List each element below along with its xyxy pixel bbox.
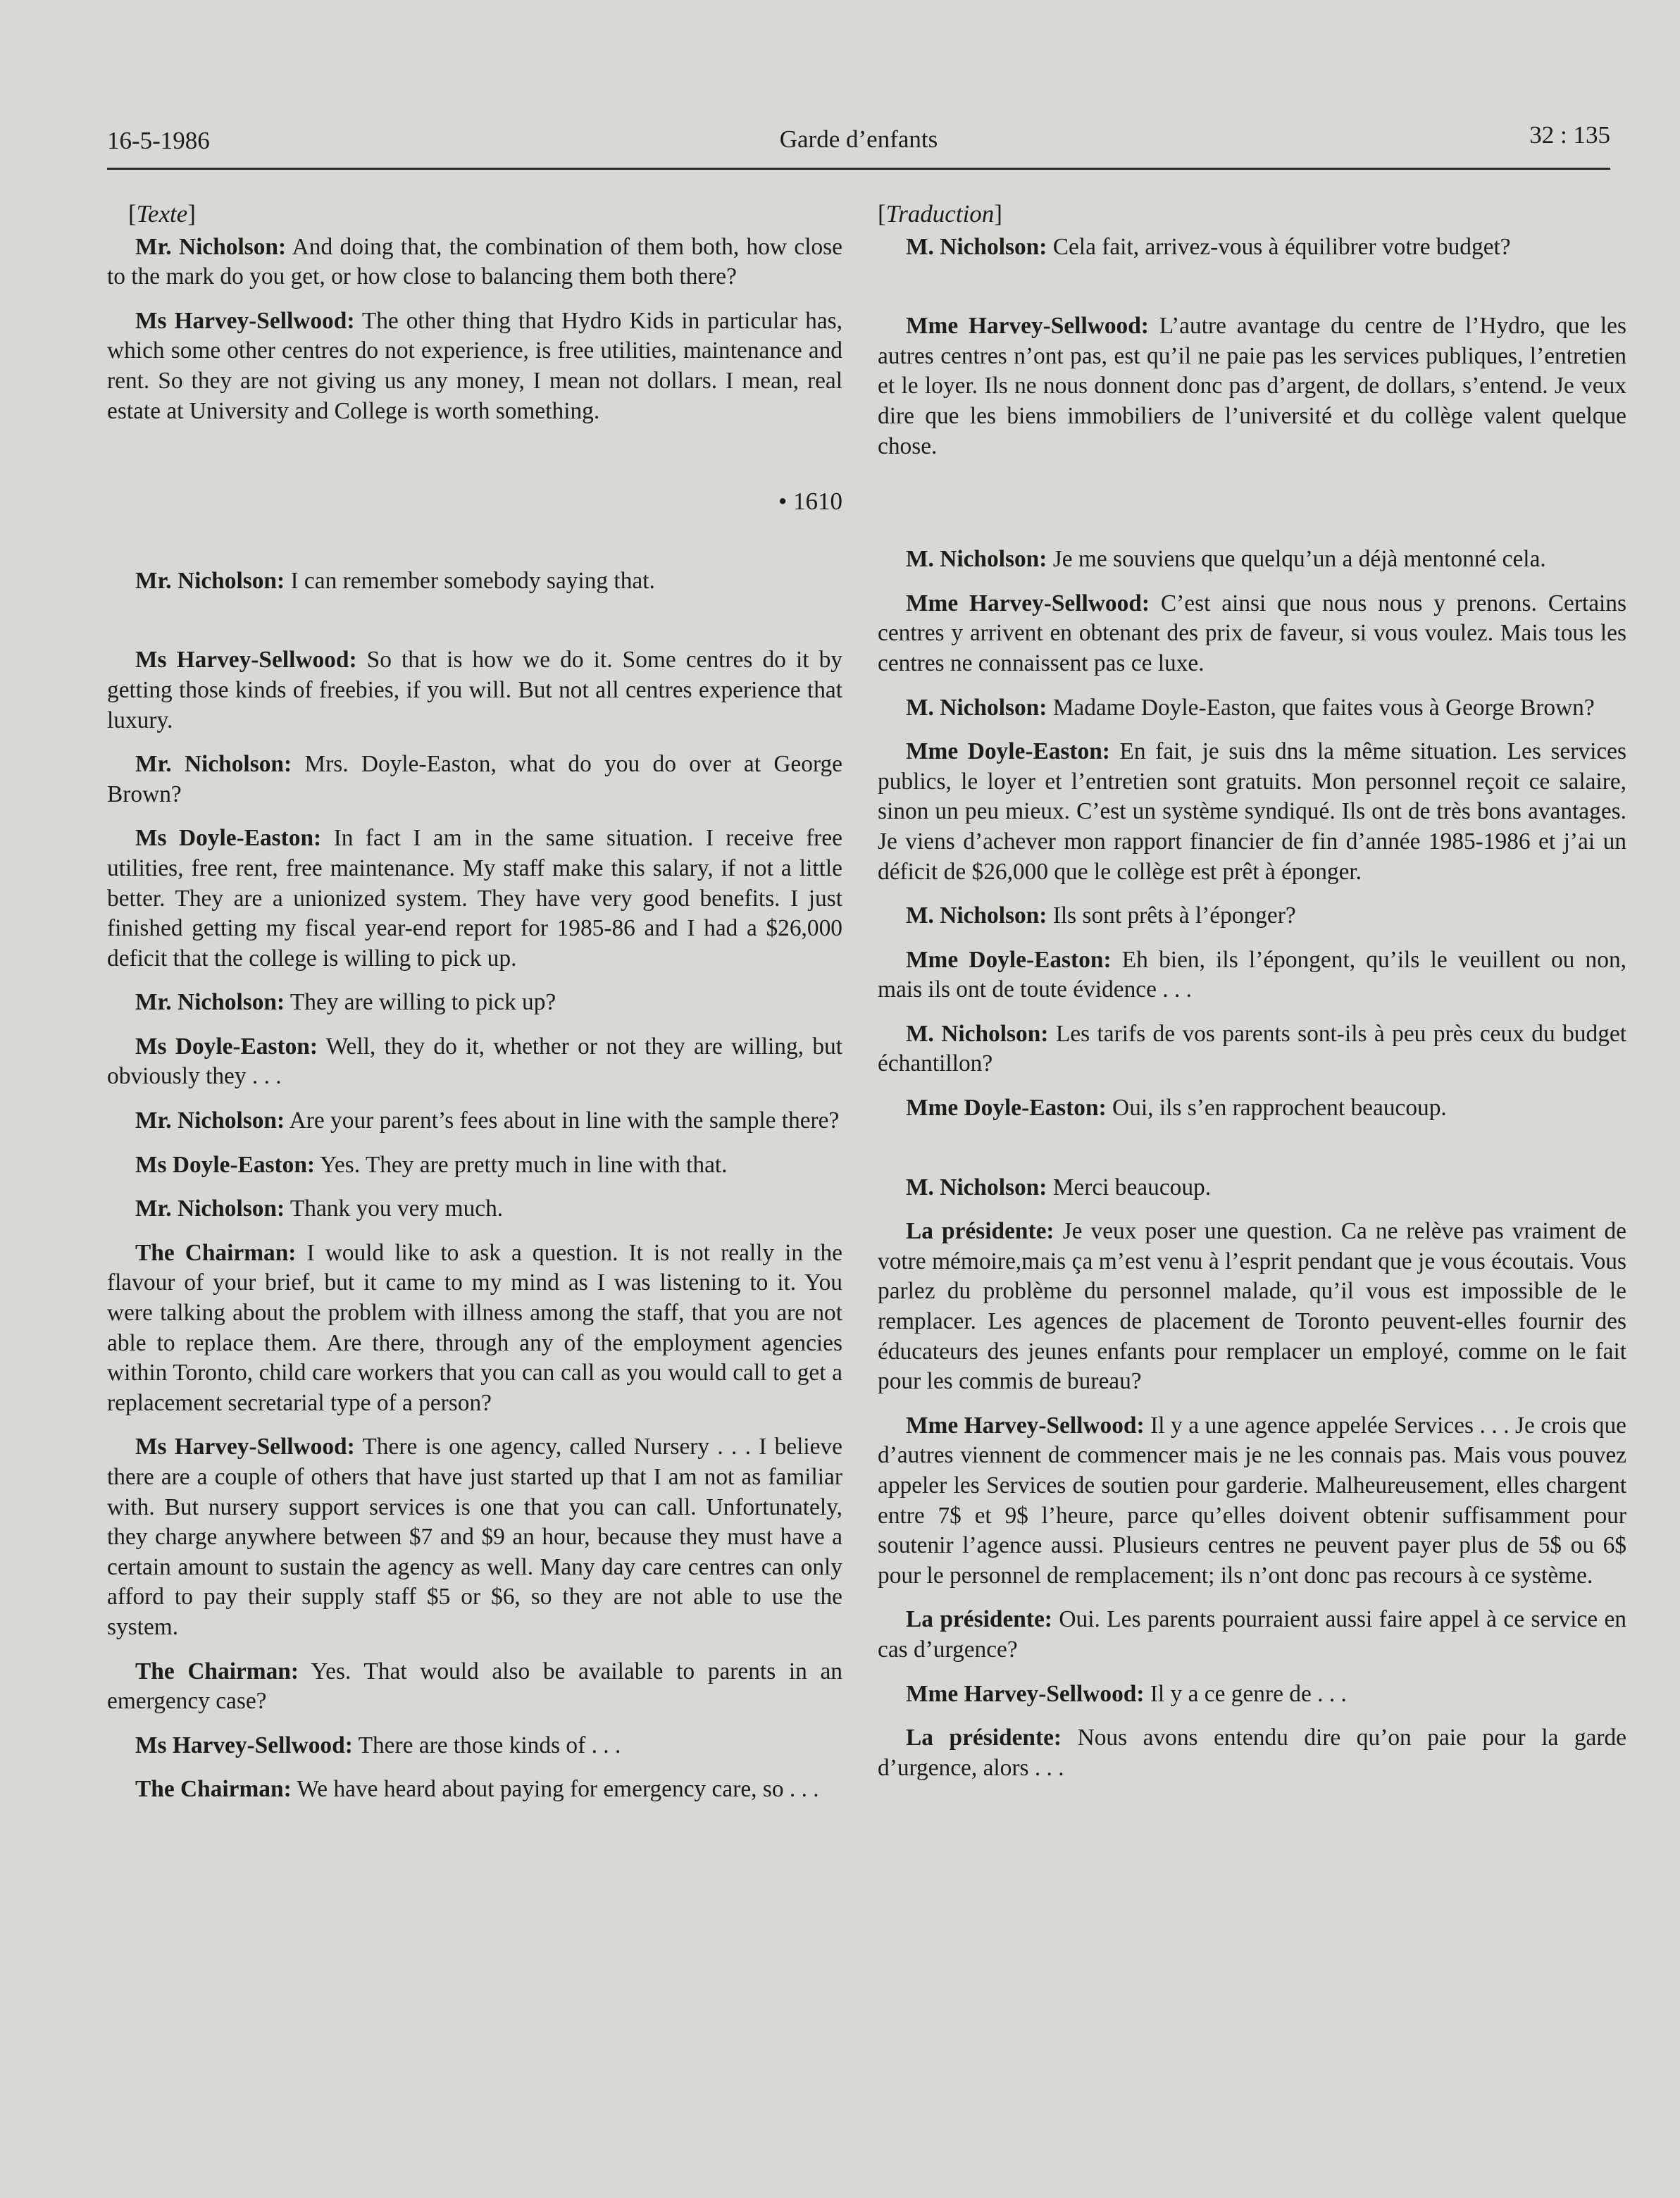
transcript-paragraph bbox=[107, 1657, 842, 1717]
transcript-paragraph bbox=[107, 645, 842, 735]
speaker-name: M. Nicholson: bbox=[906, 233, 1047, 260]
transcript-paragraph bbox=[107, 1731, 842, 1761]
speech-text: Mrs. Doyle-Easton, what do you do over at George Brown? bbox=[107, 751, 842, 807]
transcript-paragraph bbox=[107, 1106, 842, 1136]
speech-text: There are those kinds of . . . bbox=[352, 1732, 621, 1758]
speech-text: Ils sont prêts à l’éponger? bbox=[1047, 902, 1296, 929]
speech-text: In fact I am in the same situation. I receive free utilities, free rent, free maintenance. My staff make this salary, if not a little better. They are a unionized system. They have very good benefits. I just finished getting my fiscal year-end report for 1985-86 and I had a $26,000 deficit that the college is willing to pick up. bbox=[107, 825, 842, 971]
speaker-name: The Chairman: bbox=[135, 1776, 292, 1803]
transcript-paragraph bbox=[107, 988, 842, 1018]
speaker-name: Mr. Nicholson: bbox=[135, 567, 285, 594]
speech-text: En fait, je suis dns la même situation. Les services publics, le loyer et l’entretien sont gratuits. Mon personnel reçoit ce salaire, sinon un peu mieux. C’est un système syndiqué. Ils ont de très bons avantages. Je viens d’achever mon rapport financier de fin d’année 1985-1986 et j’ai un déficit de $26,000 que le collège est prêt à éponger. bbox=[878, 738, 1626, 885]
header-date: 16-5-1986 bbox=[107, 127, 210, 154]
speech-text: Merci beaucoup. bbox=[1047, 1174, 1212, 1200]
speaker-name: M. Nicholson: bbox=[906, 1020, 1049, 1047]
speaker-name: Mr. Nicholson: bbox=[135, 233, 287, 260]
speech-text: I would like to ask a question. It is not really in the flavour of your brief, but it came to my mind as I was listening to it. You were talking about the problem with illness among the staff, that you are not able to replace them. Are there, through any of the employment agencies within Toronto, child care workers that you can call as you would call to get a replacement secretarial type of a person? bbox=[107, 1239, 842, 1416]
transcript-paragraph bbox=[878, 232, 1626, 263]
speaker-name: M. Nicholson: bbox=[906, 1174, 1047, 1200]
speaker-name: La présidente: bbox=[906, 1218, 1054, 1245]
speaker-name: The Chairman: bbox=[135, 1658, 299, 1684]
transcript-paragraph bbox=[107, 306, 842, 426]
speech-text: Oui. Les parents pourraient aussi faire appel à ce service en cas d’urgence? bbox=[878, 1606, 1626, 1663]
transcript-paragraph bbox=[878, 1217, 1626, 1397]
header-rule bbox=[107, 168, 1610, 170]
speaker-name: Mme Doyle-Easton: bbox=[906, 738, 1110, 765]
speaker-name: M. Nicholson: bbox=[906, 546, 1047, 573]
transcript-paragraph bbox=[878, 1411, 1626, 1591]
speech-text: Madame Doyle-Easton, que faites vous à George Brown? bbox=[1047, 694, 1595, 721]
column-label-texte: [Texte] bbox=[128, 200, 196, 228]
timestamp: • 1610 bbox=[778, 488, 842, 516]
transcript-paragraph bbox=[107, 232, 842, 292]
speech-text: C’est ainsi que nous nous y prenons. Certains centres y arrivent en obtenant des prix de faveur, si vous voulez. Mais tous les centres ne connaissent pas ce luxe. bbox=[878, 590, 1626, 676]
transcript-paragraph bbox=[107, 1032, 842, 1092]
french-column bbox=[878, 199, 1626, 1783]
transcript-paragraph bbox=[107, 1194, 842, 1224]
speaker-name: La présidente: bbox=[906, 1725, 1062, 1751]
transcript-paragraph bbox=[107, 1150, 842, 1181]
header-page-number: 32 : 135 bbox=[1529, 121, 1610, 149]
transcript-paragraph bbox=[878, 945, 1626, 1005]
transcript-paragraph bbox=[878, 901, 1626, 931]
speaker-name: Mme Harvey-Sellwood: bbox=[906, 313, 1149, 340]
speech-text: The other thing that Hydro Kids in particular has, which some other centres do not experience, is free utilities, maintenance and rent. So they are not giving us any money, I mean not dollars. I mean, real estate at University and College is worth something. bbox=[107, 307, 842, 424]
speech-text: I can remember somebody saying that. bbox=[285, 567, 655, 594]
transcript-paragraph bbox=[878, 545, 1626, 575]
speech-text: There is one agency, called Nursery . . . I believe there are a couple of others that have just started up that I am not as familiar with. But nursery support services is one that you can call. Unfortunately, they charge anywhere between $7 and $9 an hour, because they must have a certain amount to sustain the agency as well. Many day care centres can only afford to pay their supply staff $5 or $6, so they are not able to use the system. bbox=[107, 1434, 842, 1640]
speech-text: We have heard about paying for emergency care, so . . . bbox=[291, 1776, 819, 1803]
transcript-paragraph bbox=[107, 1238, 842, 1419]
speaker-name: M. Nicholson: bbox=[906, 902, 1047, 929]
speech-text: Nous avons entendu dire qu’on paie pour la garde d’urgence, alors . . . bbox=[878, 1725, 1626, 1781]
speaker-name: Ms Harvey-Sellwood: bbox=[135, 1732, 353, 1758]
speaker-name: Mme Harvey-Sellwood: bbox=[906, 1412, 1145, 1439]
transcript-paragraph bbox=[107, 824, 842, 974]
speaker-name: The Chairman: bbox=[135, 1239, 297, 1266]
transcript-paragraph bbox=[107, 1775, 842, 1805]
transcript-paragraph bbox=[107, 1432, 842, 1642]
transcript-paragraph bbox=[878, 1605, 1626, 1665]
transcript-paragraph bbox=[878, 1019, 1626, 1079]
speech-text: Il y a une agence appelée Services . . . Je crois que d’autres viennent de commencer mais je ne les connais pas. Mais vous pouvez appeler les Services de soutien pour garderie. Malheureusement, elles chargent entre 7$ et 9$ l’heure, parce qu’elles doivent obtenir suffisamment pour soutenir l’agence aussi. Plusieurs centres ne peuvent payer plus de 5$ ou 6$ pour le personnel de remplacement; ils n’ont donc pas recours à ce système. bbox=[878, 1412, 1626, 1589]
english-column bbox=[107, 199, 842, 1805]
transcript-paragraph bbox=[107, 566, 842, 597]
speaker-name: Mr. Nicholson: bbox=[135, 751, 292, 778]
speech-text: Yes. That would also be available to parents in an emergency case? bbox=[107, 1658, 843, 1715]
transcript-paragraph bbox=[878, 1723, 1626, 1783]
speaker-name: Ms Doyle-Easton: bbox=[135, 1151, 316, 1178]
transcript-paragraph bbox=[878, 737, 1626, 887]
header-title: Garde d’enfants bbox=[779, 125, 938, 153]
speaker-name: Mr. Nicholson: bbox=[135, 1196, 285, 1222]
speaker-name: La présidente: bbox=[906, 1606, 1052, 1633]
speaker-name: Ms Harvey-Sellwood: bbox=[135, 647, 357, 673]
speech-text: Thank you very much. bbox=[285, 1196, 504, 1222]
speech-text: So that is how we do it. Some centres do it by getting those kinds of freebies, if you will. But not all centres experience that luxury. bbox=[107, 647, 842, 733]
speech-text: L’autre avantage du centre de l’Hydro, que les autres centres n’ont pas, est qu’il ne paie pas les services publiques, l’entretien et le loyer. Ils ne nous donnent donc pas d’argent, de dollars, s’entend. Je veux dire que les biens immobiliers de l’université et du collège valent quelque chose. bbox=[878, 313, 1626, 459]
transcript-paragraph bbox=[878, 1093, 1626, 1124]
transcript-paragraph bbox=[878, 1679, 1626, 1710]
speaker-name: Ms Doyle-Easton: bbox=[135, 825, 322, 852]
transcript-paragraph bbox=[878, 693, 1626, 724]
speaker-name: Ms Doyle-Easton: bbox=[135, 1033, 318, 1060]
speech-text: Oui, ils s’en rapprochent beaucoup. bbox=[1106, 1095, 1447, 1122]
speech-text: Eh bien, ils l’épongent, qu’ils le veuillent ou non, mais ils ont de toute évidence . . . bbox=[878, 946, 1626, 1003]
speech-text: Cela fait, arrivez-vous à équilibrer votre budget? bbox=[1047, 233, 1511, 260]
transcript-paragraph bbox=[878, 589, 1626, 679]
speaker-name: Mr. Nicholson: bbox=[135, 1107, 285, 1134]
speech-text: And doing that, the combination of them both, how close to the mark do you get, or how close to balancing them both there? bbox=[107, 233, 842, 290]
speaker-name: Ms Harvey-Sellwood: bbox=[135, 1434, 355, 1460]
speech-text: Les tarifs de vos parents sont-ils à peu près ceux du budget échantillon? bbox=[878, 1020, 1626, 1077]
speaker-name: Mme Harvey-Sellwood: bbox=[906, 590, 1150, 616]
transcript-paragraph bbox=[878, 311, 1626, 461]
speaker-name: Mme Doyle-Easton: bbox=[906, 1095, 1107, 1122]
speech-text: Il y a ce genre de . . . bbox=[1144, 1680, 1347, 1707]
transcript-paragraph bbox=[107, 750, 842, 809]
transcript-paragraph bbox=[878, 1173, 1626, 1203]
column-label-traduction: [Traduction] bbox=[878, 200, 1002, 228]
speaker-name: Ms Harvey-Sellwood: bbox=[135, 307, 355, 334]
speaker-name: Mme Harvey-Sellwood: bbox=[906, 1680, 1145, 1707]
speech-text: Je me souviens que quelqu’un a déjà mentonné cela. bbox=[1047, 546, 1546, 573]
speech-text: Yes. They are pretty much in line with that. bbox=[315, 1151, 728, 1178]
speaker-name: Mme Doyle-Easton: bbox=[906, 946, 1112, 973]
speaker-name: M. Nicholson: bbox=[906, 694, 1047, 721]
speech-text: They are willing to pick up? bbox=[285, 989, 556, 1016]
speech-text: Are your parent’s fees about in line with the sample there? bbox=[285, 1107, 840, 1134]
speaker-name: Mr. Nicholson: bbox=[135, 989, 285, 1016]
speech-text: Well, they do it, whether or not they are willing, but obviously they . . . bbox=[107, 1033, 843, 1090]
speech-text: Je veux poser une question. Ca ne relève pas vraiment de votre mémoire,mais ça m’est venu à l’esprit pendant que je vous écoutais. Vous parlez du problème du personnel malade, qu’il vous est impossible de le remplacer. Les agences de placement de Toronto peuvent-elles fournir des éducateurs des jeunes enfants pour remplacer un employé, comme on le fait pour les commis de bureau? bbox=[878, 1218, 1626, 1395]
